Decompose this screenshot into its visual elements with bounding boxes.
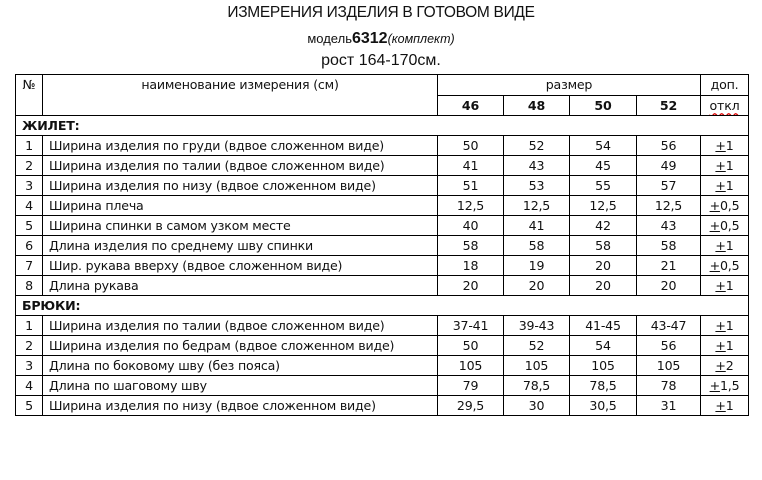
tolerance-value: +0,5	[709, 258, 740, 273]
measurement-name: Ширина плеча	[43, 196, 438, 216]
table-row	[16, 176, 749, 196]
size-value: 56	[637, 336, 701, 356]
measurement-name: Шир. рукава вверху (вдвое сложенном виде)	[43, 256, 438, 276]
tolerance-cell	[701, 396, 749, 416]
tolerance-cell	[701, 156, 749, 176]
size-value: 57	[637, 176, 701, 196]
size-value: 20	[637, 276, 701, 296]
size-value: 18	[438, 256, 504, 276]
size-value: 43-47	[637, 316, 701, 336]
col-header-tol-line2	[701, 96, 749, 116]
size-value: 78,5	[504, 376, 570, 396]
size-value: 37-41	[438, 316, 504, 336]
row-number: 4	[16, 376, 43, 396]
measurement-name: Ширина изделия по груди (вдвое сложенном виде)	[43, 136, 438, 156]
tolerance-value: +1	[715, 238, 734, 253]
size-value: 78,5	[570, 376, 637, 396]
table-row	[16, 256, 749, 276]
size-value: 54	[570, 136, 637, 156]
size-header: 46	[438, 96, 504, 116]
section-title: БРЮКИ:	[16, 296, 749, 316]
table-row	[16, 236, 749, 256]
table-row	[16, 276, 749, 296]
size-value: 41-45	[570, 316, 637, 336]
size-value: 12,5	[570, 196, 637, 216]
size-value: 43	[504, 156, 570, 176]
size-value: 30	[504, 396, 570, 416]
size-value: 105	[504, 356, 570, 376]
tolerance-cell	[701, 336, 749, 356]
tolerance-value: +1	[715, 278, 734, 293]
model-prefix: модель	[307, 31, 352, 46]
size-value: 105	[570, 356, 637, 376]
size-value: 50	[438, 136, 504, 156]
size-value: 58	[637, 236, 701, 256]
size-value: 78	[637, 376, 701, 396]
size-value: 79	[438, 376, 504, 396]
table-row	[16, 356, 749, 376]
tolerance-cell	[701, 136, 749, 156]
tolerance-cell	[701, 276, 749, 296]
measurement-name: Ширина изделия по талии (вдвое сложенном виде)	[43, 316, 438, 336]
row-number: 6	[16, 236, 43, 256]
col-header-tol-line1: доп.	[701, 75, 749, 96]
size-value: 20	[570, 276, 637, 296]
size-value: 39-43	[504, 316, 570, 336]
tolerance-value: +0,5	[709, 198, 740, 213]
size-value: 30,5	[570, 396, 637, 416]
size-value: 20	[504, 276, 570, 296]
measurements-table	[15, 74, 749, 416]
row-number: 4	[16, 196, 43, 216]
tolerance-value: +0,5	[709, 218, 740, 233]
tolerance-value: +1	[715, 338, 734, 353]
tolerance-value: +2	[715, 358, 734, 373]
size-value: 50	[438, 336, 504, 356]
size-value: 52	[504, 336, 570, 356]
section-row	[16, 296, 749, 316]
measurement-name: Длина по боковому шву (без пояса)	[43, 356, 438, 376]
size-value: 12,5	[438, 196, 504, 216]
size-value: 41	[504, 216, 570, 236]
size-header: 48	[504, 96, 570, 116]
size-value: 52	[504, 136, 570, 156]
table-row	[16, 136, 749, 156]
row-number: 1	[16, 316, 43, 336]
size-value: 55	[570, 176, 637, 196]
size-value: 19	[504, 256, 570, 276]
size-value: 58	[570, 236, 637, 256]
measurement-name: Ширина изделия по низу (вдвое сложенном виде)	[43, 396, 438, 416]
tolerance-value: +1,5	[709, 378, 740, 393]
size-value: 56	[637, 136, 701, 156]
size-value: 42	[570, 216, 637, 236]
tolerance-value: +1	[715, 318, 734, 333]
size-value: 51	[438, 176, 504, 196]
tolerance-cell	[701, 216, 749, 236]
size-value: 40	[438, 216, 504, 236]
measurement-name: Длина рукава	[43, 276, 438, 296]
size-value: 105	[438, 356, 504, 376]
row-number: 2	[16, 156, 43, 176]
size-header: 52	[637, 96, 701, 116]
table-row	[16, 156, 749, 176]
size-value: 20	[438, 276, 504, 296]
measurement-name: Ширина спинки в самом узком месте	[43, 216, 438, 236]
row-number: 3	[16, 356, 43, 376]
measurement-name: Ширина изделия по талии (вдвое сложенном виде)	[43, 156, 438, 176]
size-value: 105	[637, 356, 701, 376]
measurement-name: Ширина изделия по бедрам (вдвое сложенном виде)	[43, 336, 438, 356]
table-row	[16, 216, 749, 236]
size-value: 45	[570, 156, 637, 176]
size-header: 50	[570, 96, 637, 116]
size-value: 58	[438, 236, 504, 256]
tolerance-cell	[701, 196, 749, 216]
tolerance-cell	[701, 376, 749, 396]
row-number: 8	[16, 276, 43, 296]
model-number: 6312	[351, 30, 388, 47]
col-header-name: наименование измерения (см)	[43, 75, 438, 116]
tolerance-value: +1	[715, 158, 734, 173]
section-row	[16, 116, 749, 136]
measurement-name: Ширина изделия по низу (вдвое сложенном виде)	[43, 176, 438, 196]
tolerance-value: +1	[715, 398, 734, 413]
measurement-name: Длина изделия по среднему шву спинки	[43, 236, 438, 256]
row-number: 5	[16, 396, 43, 416]
measurement-name: Длина по шаговому шву	[43, 376, 438, 396]
row-number: 2	[16, 336, 43, 356]
model-suffix: (комплект)	[387, 32, 455, 46]
row-number: 7	[16, 256, 43, 276]
size-value: 43	[637, 216, 701, 236]
size-value: 12,5	[637, 196, 701, 216]
section-title: ЖИЛЕТ:	[16, 116, 749, 136]
tolerance-cell	[701, 316, 749, 336]
size-value: 21	[637, 256, 701, 276]
tolerance-cell	[701, 176, 749, 196]
table-row	[16, 336, 749, 356]
size-value: 31	[637, 396, 701, 416]
size-value: 12,5	[504, 196, 570, 216]
tolerance-cell	[701, 236, 749, 256]
page-title: ИЗМЕРЕНИЯ ИЗДЕЛИЯ В ГОТОВОМ ВИДЕ	[227, 4, 535, 21]
tolerance-value: +1	[715, 138, 734, 153]
size-value: 53	[504, 176, 570, 196]
tolerance-cell	[701, 256, 749, 276]
size-value: 58	[504, 236, 570, 256]
model-line	[0, 30, 762, 48]
table-row	[16, 376, 749, 396]
size-value: 54	[570, 336, 637, 356]
tol-label: откл	[709, 98, 740, 113]
size-value: 20	[570, 256, 637, 276]
tolerance-value: +1	[715, 178, 734, 193]
table-row	[16, 316, 749, 336]
col-header-size: размер	[438, 75, 701, 96]
size-value: 29,5	[438, 396, 504, 416]
row-number: 3	[16, 176, 43, 196]
size-value: 41	[438, 156, 504, 176]
table-row	[16, 396, 749, 416]
height-range: рост 164-170см.	[321, 52, 441, 69]
table-row	[16, 196, 749, 216]
tolerance-cell	[701, 356, 749, 376]
row-number: 1	[16, 136, 43, 156]
col-header-no: №	[16, 75, 43, 116]
row-number: 5	[16, 216, 43, 236]
size-value: 49	[637, 156, 701, 176]
